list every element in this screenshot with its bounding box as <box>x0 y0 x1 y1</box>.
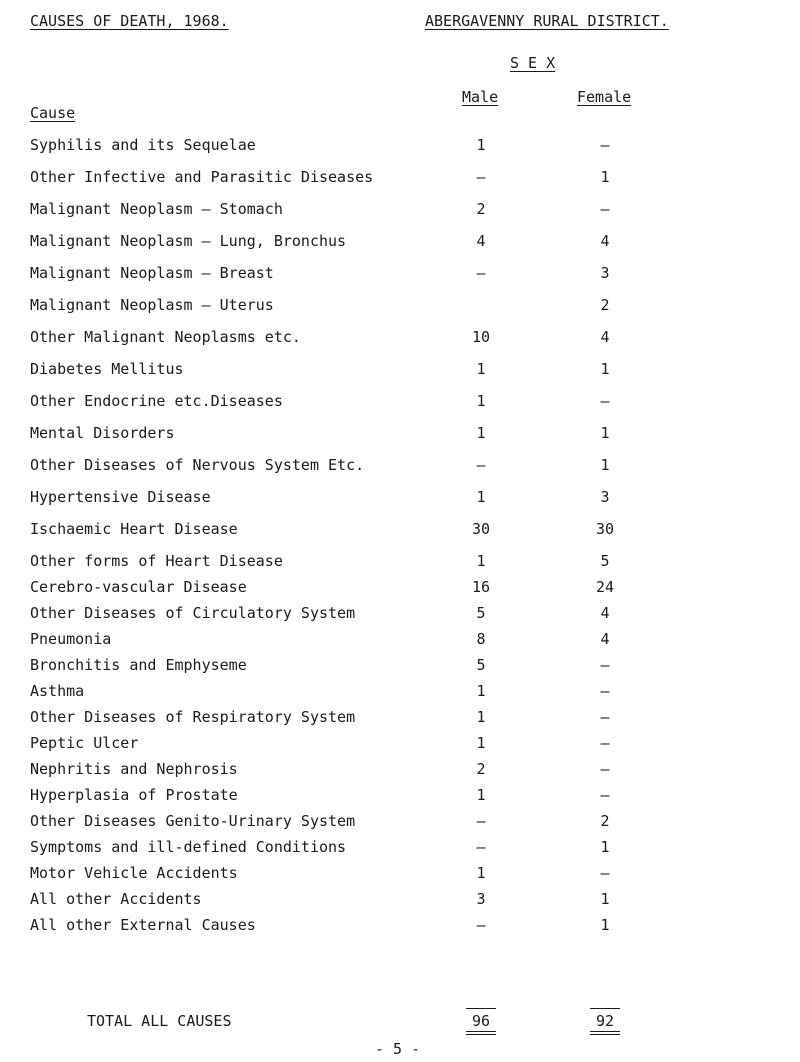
male-count: 2 <box>476 760 486 778</box>
female-count: – <box>600 734 610 752</box>
male-total-rule <box>466 1008 496 1009</box>
table-row <box>0 786 800 804</box>
male-count: 1 <box>476 424 486 442</box>
male-count: – <box>476 812 486 830</box>
male-count: – <box>476 838 486 856</box>
cause-label: Other Malignant Neoplasms etc. <box>30 328 301 346</box>
page-number: - 5 - <box>375 1040 421 1058</box>
cause-label: Peptic Ulcer <box>30 734 139 752</box>
female-count: 1 <box>600 916 610 934</box>
table-row <box>0 604 800 622</box>
cause-label: Nephritis and Nephrosis <box>30 760 238 778</box>
male-count: – <box>476 916 486 934</box>
male-count: 1 <box>476 392 486 410</box>
cause-label: Hyperplasia of Prostate <box>30 786 238 804</box>
cause-label: Other Infective and Parasitic Diseases <box>30 168 374 186</box>
female-count: 3 <box>600 488 610 506</box>
sex-group-header: S E X <box>510 54 556 72</box>
table-row <box>0 630 800 648</box>
female-column-header: Female <box>577 88 632 106</box>
cause-label: Other Diseases of Respiratory System <box>30 708 356 726</box>
table-row <box>0 296 800 314</box>
cause-label: Asthma <box>30 682 85 700</box>
table-row <box>0 760 800 778</box>
male-count: 10 <box>471 328 491 346</box>
female-count: 1 <box>600 456 610 474</box>
female-count: – <box>600 392 610 410</box>
female-count: 2 <box>600 296 610 314</box>
cause-label: Cerebro-vascular Disease <box>30 578 247 596</box>
female-count: 1 <box>600 838 610 856</box>
female-count: 5 <box>600 552 610 570</box>
male-count: 16 <box>471 578 491 596</box>
cause-label: Syphilis and its Sequelae <box>30 136 256 154</box>
male-count: 8 <box>476 630 486 648</box>
table-row <box>0 916 800 934</box>
table-row <box>0 456 800 474</box>
female-total-double-rule <box>590 1031 620 1035</box>
female-count: – <box>600 136 610 154</box>
female-count: – <box>600 200 610 218</box>
cause-label: All other External Causes <box>30 916 256 934</box>
cause-label: Malignant Neoplasm – Breast <box>30 264 274 282</box>
male-count: 1 <box>476 786 486 804</box>
male-count: 1 <box>476 708 486 726</box>
cause-label: Other Diseases of Circulatory System <box>30 604 356 622</box>
table-row <box>0 864 800 882</box>
male-count: 5 <box>476 656 486 674</box>
cause-label: Mental Disorders <box>30 424 175 442</box>
female-count: 1 <box>600 890 610 908</box>
female-count: 3 <box>600 264 610 282</box>
table-row <box>0 168 800 186</box>
cause-label: All other Accidents <box>30 890 202 908</box>
female-total-rule <box>590 1008 620 1009</box>
female-count: – <box>600 864 610 882</box>
male-count: – <box>476 264 486 282</box>
table-row <box>0 812 800 830</box>
cause-label: Other Diseases Genito-Urinary System <box>30 812 356 830</box>
cause-label: Ischaemic Heart Disease <box>30 520 238 538</box>
female-count: – <box>600 708 610 726</box>
cause-label: Symptoms and ill-defined Conditions <box>30 838 347 856</box>
cause-label: Diabetes Mellitus <box>30 360 184 378</box>
male-count: 1 <box>476 682 486 700</box>
table-row <box>0 682 800 700</box>
male-count: 1 <box>476 734 486 752</box>
female-count: 1 <box>600 424 610 442</box>
cause-label: Pneumonia <box>30 630 112 648</box>
document-title: CAUSES OF DEATH, 1968. <box>30 12 229 30</box>
female-count: 1 <box>600 168 610 186</box>
table-row <box>0 838 800 856</box>
male-count: 1 <box>476 552 486 570</box>
table-row <box>0 424 800 442</box>
female-count: – <box>600 786 610 804</box>
cause-label: Other Endocrine etc.Diseases <box>30 392 283 410</box>
male-count: – <box>476 456 486 474</box>
female-count: 2 <box>600 812 610 830</box>
male-total-double-rule <box>466 1031 496 1035</box>
male-column-header: Male <box>462 88 499 106</box>
female-count: – <box>600 656 610 674</box>
male-count: 30 <box>471 520 491 538</box>
table-row <box>0 656 800 674</box>
female-count: 30 <box>595 520 615 538</box>
table-row <box>0 328 800 346</box>
table-row <box>0 520 800 538</box>
total-female: 92 <box>595 1012 615 1030</box>
cause-column-header: Cause <box>30 104 76 122</box>
table-row <box>0 488 800 506</box>
male-count: 4 <box>476 232 486 250</box>
table-row <box>0 360 800 378</box>
male-count: 3 <box>476 890 486 908</box>
male-count: 1 <box>476 864 486 882</box>
female-count: 4 <box>600 232 610 250</box>
table-row <box>0 200 800 218</box>
male-count: 1 <box>476 488 486 506</box>
cause-label: Motor Vehicle Accidents <box>30 864 238 882</box>
female-count: – <box>600 760 610 778</box>
table-row <box>0 890 800 908</box>
male-count: 5 <box>476 604 486 622</box>
cause-label: Hypertensive Disease <box>30 488 211 506</box>
table-row <box>0 392 800 410</box>
table-row <box>0 264 800 282</box>
male-count: 1 <box>476 360 486 378</box>
female-count: – <box>600 682 610 700</box>
male-count: 1 <box>476 136 486 154</box>
cause-label: Malignant Neoplasm – Lung, Bronchus <box>30 232 347 250</box>
table-row <box>0 232 800 250</box>
cause-label: Other Diseases of Nervous System Etc. <box>30 456 365 474</box>
table-row <box>0 136 800 154</box>
table-row <box>0 708 800 726</box>
district-title: ABERGAVENNY RURAL DISTRICT. <box>425 12 669 30</box>
total-label: TOTAL ALL CAUSES <box>87 1012 232 1030</box>
female-count: 4 <box>600 630 610 648</box>
male-count: – <box>476 168 486 186</box>
total-male: 96 <box>471 1012 491 1030</box>
female-count: 24 <box>595 578 615 596</box>
cause-label: Malignant Neoplasm – Stomach <box>30 200 283 218</box>
table-row <box>0 552 800 570</box>
male-count: 2 <box>476 200 486 218</box>
female-count: 4 <box>600 328 610 346</box>
cause-label: Bronchitis and Emphyseme <box>30 656 247 674</box>
female-count: 4 <box>600 604 610 622</box>
cause-label: Malignant Neoplasm – Uterus <box>30 296 274 314</box>
table-row <box>0 578 800 596</box>
cause-label: Other forms of Heart Disease <box>30 552 283 570</box>
table-row <box>0 734 800 752</box>
female-count: 1 <box>600 360 610 378</box>
